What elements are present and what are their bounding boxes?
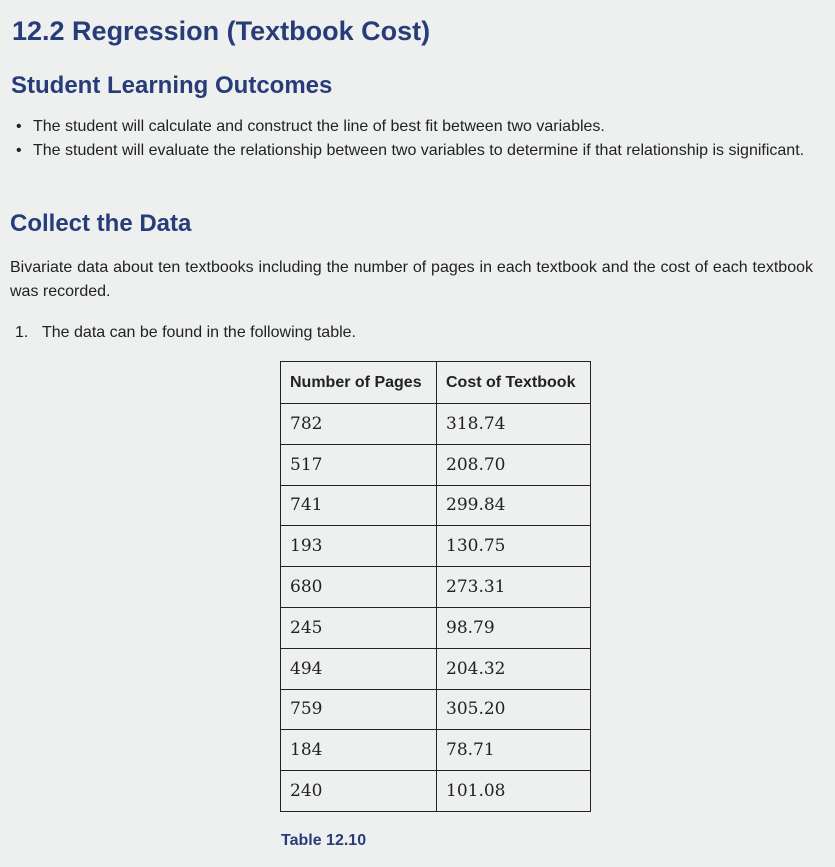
table-row bbox=[281, 689, 591, 730]
cell-cost: 130.75 bbox=[437, 526, 591, 567]
cell-pages: 494 bbox=[281, 648, 437, 689]
table-row bbox=[281, 567, 591, 608]
table-header-row bbox=[281, 362, 591, 404]
cell-pages: 245 bbox=[281, 607, 437, 648]
cell-pages: 517 bbox=[281, 444, 437, 485]
table-row bbox=[281, 485, 591, 526]
step-text: The data can be found in the following table. bbox=[42, 324, 356, 341]
cell-pages: 680 bbox=[281, 567, 437, 608]
cell-cost: 204.32 bbox=[437, 648, 591, 689]
cell-cost: 208.70 bbox=[437, 444, 591, 485]
cell-pages: 759 bbox=[281, 689, 437, 730]
cell-cost: 299.84 bbox=[437, 485, 591, 526]
bullet-icon: • bbox=[16, 118, 22, 135]
intro-paragraph: Bivariate data about ten textbooks including the number of pages in each textbook and the cost of each textbook was recorded. bbox=[10, 259, 813, 300]
cell-cost: 101.08 bbox=[437, 771, 591, 812]
collect-heading: Collect the Data bbox=[10, 210, 192, 237]
cell-cost: 318.74 bbox=[437, 404, 591, 445]
outcomes-list bbox=[16, 115, 829, 163]
cell-cost: 98.79 bbox=[437, 607, 591, 648]
step-item bbox=[15, 321, 356, 345]
data-table bbox=[280, 361, 591, 812]
table-row bbox=[281, 444, 591, 485]
outcome-item bbox=[16, 115, 829, 139]
cell-pages: 240 bbox=[281, 771, 437, 812]
table-row bbox=[281, 771, 591, 812]
table-caption: Table 12.10 bbox=[281, 832, 367, 849]
column-header-pages: Number of Pages bbox=[281, 362, 437, 404]
cell-pages: 741 bbox=[281, 485, 437, 526]
cell-pages: 184 bbox=[281, 730, 437, 771]
table-row bbox=[281, 607, 591, 648]
table-row bbox=[281, 730, 591, 771]
cell-pages: 193 bbox=[281, 526, 437, 567]
outcome-text: The student will evaluate the relationship between two variables to determine if that relationship is significant. bbox=[33, 142, 805, 159]
table-row bbox=[281, 648, 591, 689]
outcome-item bbox=[16, 139, 829, 163]
table-row bbox=[281, 404, 591, 445]
bullet-icon: • bbox=[16, 142, 22, 159]
cell-pages: 782 bbox=[281, 404, 437, 445]
outcome-text: The student will calculate and construct the line of best fit between two variables. bbox=[33, 118, 605, 135]
table-row bbox=[281, 526, 591, 567]
cell-cost: 305.20 bbox=[437, 689, 591, 730]
page-title: 12.2 Regression (Textbook Cost) bbox=[12, 16, 431, 46]
cell-cost: 78.71 bbox=[437, 730, 591, 771]
cell-cost: 273.31 bbox=[437, 567, 591, 608]
step-number: 1. bbox=[15, 324, 29, 341]
column-header-cost: Cost of Textbook bbox=[437, 362, 591, 404]
outcomes-heading: Student Learning Outcomes bbox=[11, 72, 333, 99]
